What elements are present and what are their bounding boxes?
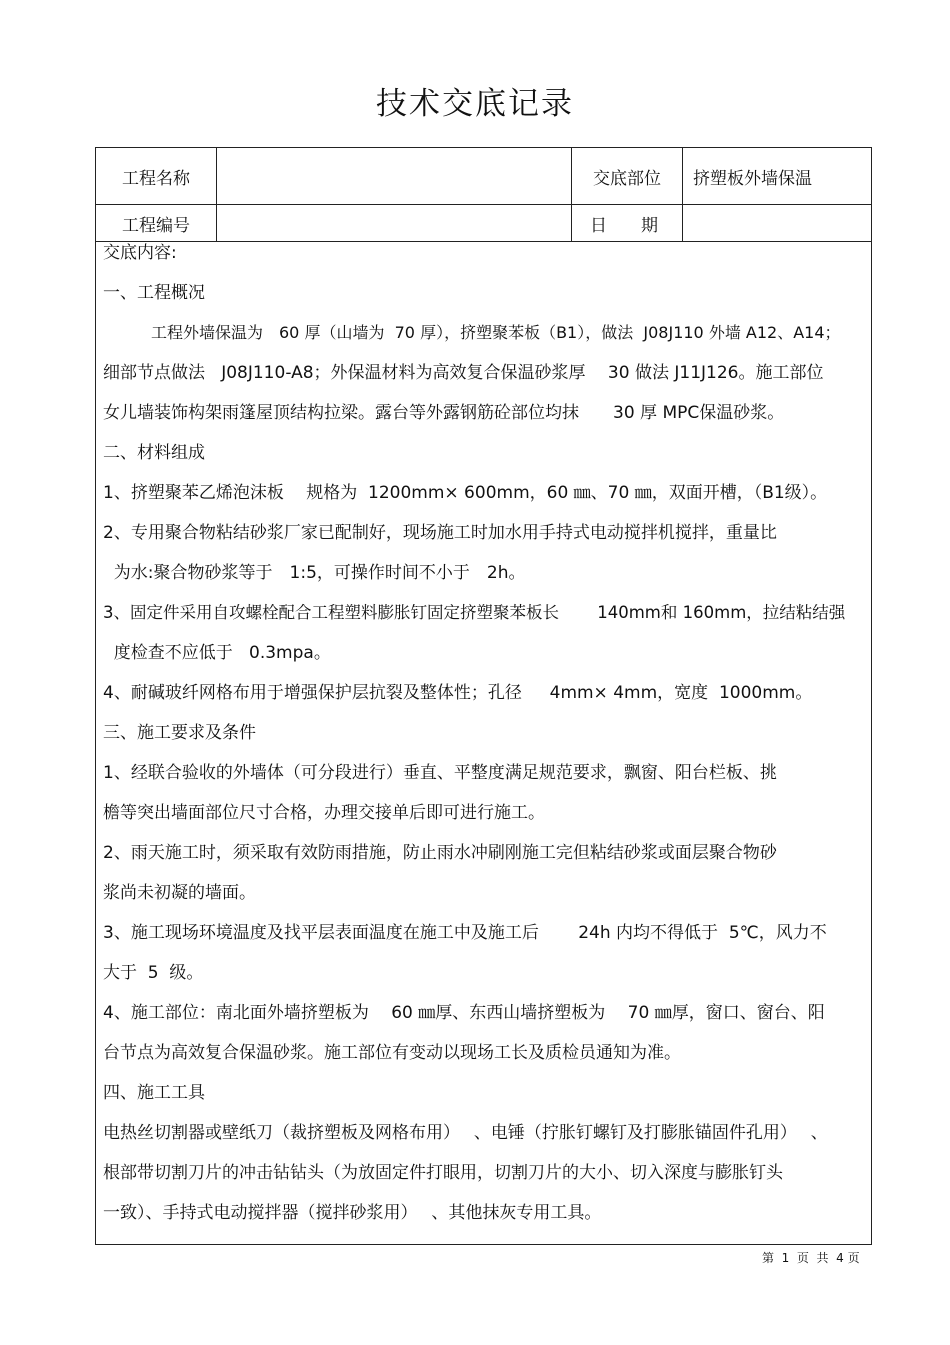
header-row-1 xyxy=(96,148,871,205)
location-value: 挤塑板外墙保温 xyxy=(693,168,812,189)
content-line: 3、施工现场环境温度及找平层表面温度在施工中及施工后 24h 内均不得低于 5℃，风力不 xyxy=(103,923,827,943)
date-value xyxy=(683,205,873,241)
section-heading: 二、材料组成 xyxy=(103,443,205,463)
content-line: 工程外墙保温为 60 厚（山墙为 70 厚），挤塑聚苯板（B1），做法 J08J110 外墙 A12、A14； xyxy=(103,323,841,342)
content-line: 女儿墙装饰构架雨篷屋顶结构拉梁。露台等外露钢筋砼部位均抹 30 厚 MPC保温砂浆。 xyxy=(103,403,785,423)
project-name-label: 工程名称 xyxy=(122,168,190,189)
content-line: 1、挤塑聚苯乙烯泡沫板 规格为 1200mm× 600mm，60 ㎜、70 ㎜，双面开槽，（B1级）。 xyxy=(103,483,828,503)
location-label: 交底部位 xyxy=(593,168,661,189)
project-no-value xyxy=(216,205,571,241)
content-line: 3、固定件采用自攻螺栓配合工程塑料膨胀钉固定挤塑聚苯板长 140mm和 160mm，拉结粘结强 xyxy=(103,603,846,622)
date-label: 日 期 xyxy=(590,215,658,236)
content-line: 为水:聚合物砂浆等于 1:5，可操作时间不小于 2h。 xyxy=(103,563,526,583)
content-line: 根部带切割刀片的冲击钻钻头（为放固定件打眼用，切割刀片的大小、切入深度与膨胀钉头 xyxy=(103,1163,783,1183)
content-line: 电热丝切割器或壁纸刀（裁挤塑板及网格布用） 、电锤（拧胀钉螺钉及打膨胀锚固件孔用） 、 xyxy=(103,1123,828,1143)
page-number: 第 1 页 共 4 页 xyxy=(762,1251,860,1265)
content-line: 大于 5 级。 xyxy=(103,963,204,983)
content-line: 檐等突出墙面部位尺寸合格，办理交接单后即可进行施工。 xyxy=(103,803,545,823)
content-line: 2、专用聚合物粘结砂浆厂家已配制好，现场施工时加水用手持式电动搅拌机搅拌，重量比 xyxy=(103,523,777,543)
column-divider xyxy=(571,148,572,242)
content-line: 4、施工部位：南北面外墙挤塑板为 60 ㎜厚、东西山墙挤塑板为 70 ㎜厚，窗口、窗台、阳 xyxy=(103,1003,825,1023)
content-line: 度检查不应低于 0.3mpa。 xyxy=(103,643,331,663)
column-divider xyxy=(216,148,217,242)
section-heading: 四、施工工具 xyxy=(103,1083,205,1103)
content-line: 4、耐碱玻纤网格布用于增强保护层抗裂及整体性；孔径 4mm× 4mm，宽度 1000mm。 xyxy=(103,683,813,703)
content-line: 台节点为高效复合保温砂浆。施工部位有变动以现场工长及质检员通知为准。 xyxy=(103,1043,681,1063)
content-line: 细部节点做法 J08J110-A8；外保温材料为高效复合保温砂浆厚 30 做法 J11J126。施工部位 xyxy=(103,363,824,383)
content-line: 浆尚未初凝的墙面。 xyxy=(103,883,256,903)
content-line: 1、经联合验收的外墙体（可分段进行）垂直、平整度满足规范要求，飘窗、阳台栏板、挑 xyxy=(103,763,777,783)
document-title: 技术交底记录 xyxy=(376,86,574,122)
section-heading: 三、施工要求及条件 xyxy=(103,723,256,743)
content-line: 一致）、手持式电动搅拌器（搅拌砂浆用） 、其他抹灰专用工具。 xyxy=(103,1203,602,1223)
header-row-2 xyxy=(96,205,871,242)
record-table xyxy=(95,147,872,1245)
project-name-value xyxy=(216,148,571,204)
content-line: 交底内容: xyxy=(103,243,177,263)
project-no-label: 工程编号 xyxy=(122,215,190,236)
section-heading: 一、工程概况 xyxy=(103,283,205,303)
content-line: 2、雨天施工时，须采取有效防雨措施，防止雨水冲刷刚施工完但粘结砂浆或面层聚合物砂 xyxy=(103,843,777,863)
column-divider xyxy=(682,148,683,242)
